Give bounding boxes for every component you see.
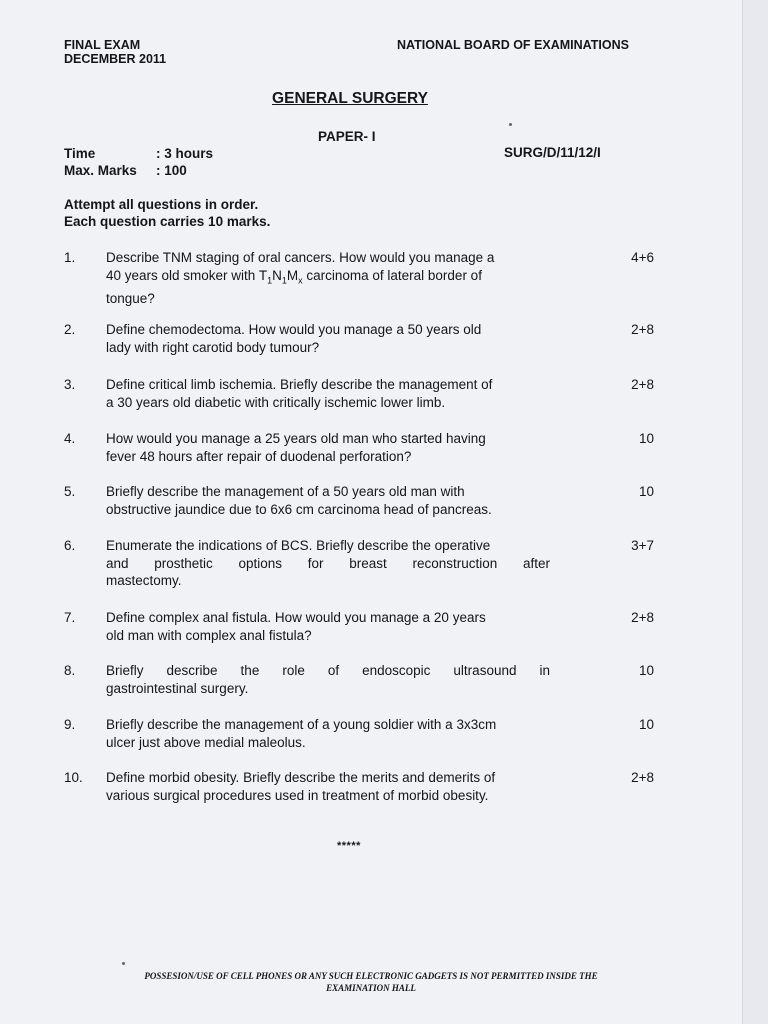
- question-line: tongue?: [106, 290, 155, 306]
- question-marks: 2+8: [631, 377, 654, 392]
- board-name: NATIONAL BOARD OF EXAMINATIONS: [397, 38, 629, 52]
- question-line: Enumerate the indications of BCS. Briefly describe the operative: [106, 538, 491, 553]
- question-line: mastectomy.: [106, 573, 182, 588]
- instruction-line-1: Attempt all questions in order.: [64, 197, 259, 212]
- question-line: ulcer just above medial maleolus.: [106, 734, 306, 750]
- footer-line-1: POSSESION/USE OF CELL PHONES OR ANY SUCH ELECTRONIC GADGETS IS NOT PERMITTED INSIDE THE: [144, 971, 598, 981]
- scan-speck: [509, 123, 512, 126]
- question-number: 9.: [64, 717, 76, 732]
- question-line: Define complex anal fistula. How would you manage a 20 years: [106, 610, 486, 625]
- footer-notice: [0, 970, 742, 994]
- max-marks-value: : 100: [156, 163, 187, 178]
- paper-title: GENERAL SURGERY: [272, 90, 428, 107]
- question-number: 4.: [64, 431, 76, 446]
- time-label: Time: [64, 146, 96, 161]
- question-text: [106, 537, 550, 590]
- question-marks: 10: [638, 663, 654, 678]
- end-marker: *****: [337, 840, 361, 852]
- question-number: 1.: [64, 250, 76, 265]
- tnm-subscript: 1: [267, 275, 273, 286]
- exam-date: DECEMBER 2011: [64, 52, 167, 66]
- time-value: : 3 hours: [156, 146, 214, 161]
- question-line: Briefly describe the role of endoscopic ultrasound in: [106, 663, 550, 678]
- question-line: a 30 years old diabetic with critically ischemic lower limb.: [106, 394, 446, 410]
- question-marks: 4+6: [631, 250, 654, 265]
- question-number: 10.: [64, 770, 83, 785]
- question-line: obstructive jaundice due to 6x6 cm carcinoma head of pancreas.: [106, 501, 492, 517]
- question-line: Define critical limb ischemia. Briefly describe the management of: [106, 377, 493, 392]
- question-number: 8.: [64, 663, 76, 678]
- tnm-subscript: x: [298, 275, 303, 286]
- question-marks: 2+8: [631, 322, 654, 337]
- instructions: [64, 196, 270, 230]
- max-marks-row: [64, 162, 213, 179]
- exam-header-left: [64, 38, 166, 66]
- question-line: How would you manage a 25 years old man who started having: [106, 431, 486, 446]
- question-line: lady with right carotid body tumour?: [106, 339, 320, 355]
- max-marks-label: Max. Marks: [64, 163, 137, 178]
- paper-code: SURG/D/11/12/I: [504, 145, 601, 160]
- question-text: [106, 769, 550, 804]
- question-line: and prosthetic options for breast reconstruction after: [106, 555, 550, 571]
- question-marks: 3+7: [631, 538, 654, 553]
- paper-number: PAPER- I: [318, 129, 376, 144]
- question-line: Describe TNM staging of oral cancers. How would you manage a: [106, 250, 495, 265]
- question-marks: 2+8: [631, 770, 654, 785]
- question-text: [106, 249, 550, 307]
- question-marks: 2+8: [631, 610, 654, 625]
- question-line: Define chemodectoma. How would you manage a 50 years old: [106, 322, 482, 337]
- instruction-line-2: Each question carries 10 marks.: [64, 214, 271, 229]
- question-number: 2.: [64, 322, 76, 337]
- time-row: [64, 145, 213, 162]
- question-line: various surgical procedures used in treatment of morbid obesity.: [106, 787, 489, 803]
- exam-type: FINAL EXAM: [64, 38, 141, 52]
- scan-speck: [122, 962, 125, 965]
- exam-meta: [64, 145, 213, 179]
- question-line: fever 48 hours after repair of duodenal perforation?: [106, 448, 412, 464]
- question-text: [106, 321, 550, 356]
- question-text: [106, 430, 550, 465]
- question-text: [106, 483, 550, 518]
- question-marks: 10: [638, 717, 654, 732]
- tnm-subscript: 1: [281, 275, 287, 286]
- question-line: 40 years old smoker with $T_1N_1M_x$ carcinoma of lateral border of: [106, 267, 482, 286]
- question-line: Define morbid obesity. Briefly describe the merits and demerits of: [106, 770, 496, 785]
- footer-line-2: EXAMINATION HALL: [326, 983, 416, 993]
- question-number: 6.: [64, 538, 76, 553]
- question-marks: 10: [638, 484, 654, 499]
- question-line: gastrointestinal surgery.: [106, 680, 249, 696]
- question-text: [106, 716, 550, 751]
- question-text: [106, 376, 550, 411]
- question-line: Briefly describe the management of a 50 years old man with: [106, 484, 465, 499]
- question-number: 7.: [64, 610, 76, 625]
- question-marks: 10: [638, 431, 654, 446]
- question-text: [106, 662, 550, 697]
- question-number: 3.: [64, 377, 76, 392]
- question-text: [106, 609, 550, 644]
- question-number: 5.: [64, 484, 76, 499]
- question-line: Briefly describe the management of a young soldier with a 3x3cm: [106, 717, 497, 732]
- question-line: old man with complex anal fistula?: [106, 627, 312, 643]
